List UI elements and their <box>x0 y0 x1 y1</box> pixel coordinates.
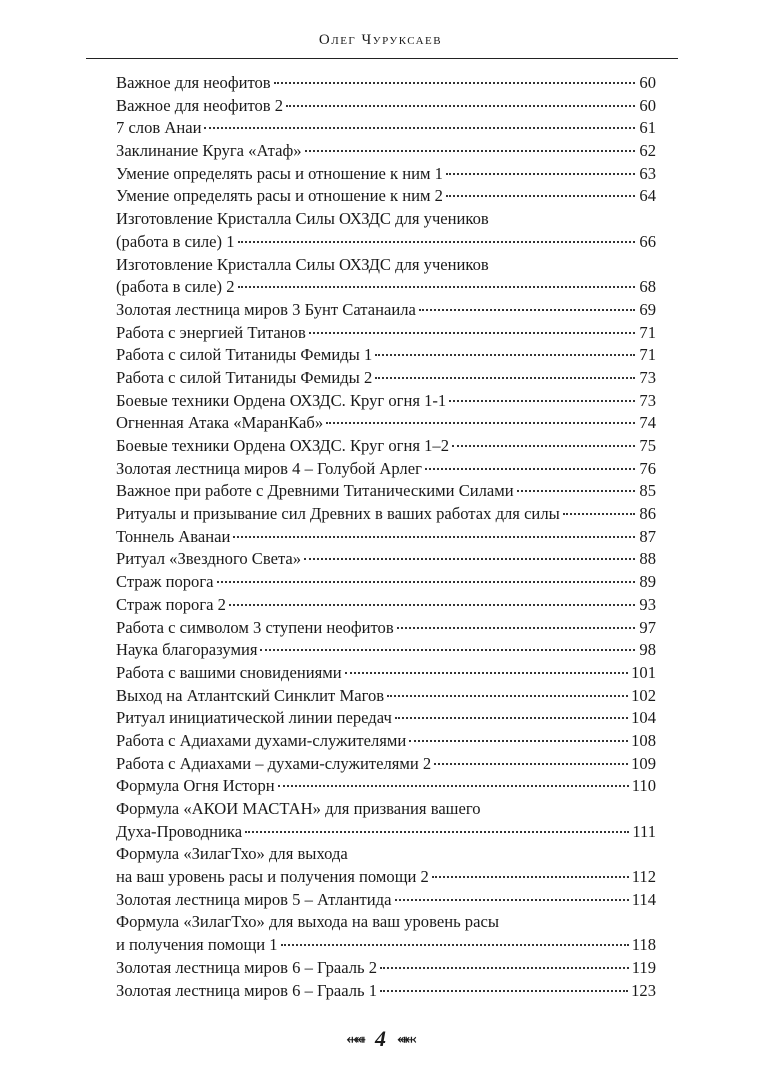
toc-entry-title: Формула «ЗилагТхо» для выхода на ваш уровень расы <box>116 912 499 932</box>
dot-leader <box>274 82 635 84</box>
toc-entry-title: Работа с Адиахами – духами-служителями 2 <box>116 753 432 773</box>
dot-leader <box>204 127 635 129</box>
toc-page-number: 74 <box>639 413 656 433</box>
dot-leader <box>432 876 629 878</box>
toc-page-number: 97 <box>639 617 656 637</box>
toc-line <box>116 276 656 299</box>
dot-leader <box>419 309 635 311</box>
dot-leader <box>345 672 629 674</box>
toc-entry-title: на ваш уровень расы и получения помощи 2 <box>116 867 429 887</box>
toc-page-number: 71 <box>639 322 656 342</box>
toc-page-number: 98 <box>639 640 656 660</box>
toc-entry-title: Умение определять расы и отношение к ним 2 <box>116 186 443 206</box>
toc-line <box>116 775 656 798</box>
toc-entry-title: и получения помощи 1 <box>116 935 278 955</box>
toc-page-number: 109 <box>631 753 656 773</box>
toc-entry-title: Золотая лестница миров 6 – Грааль 1 <box>116 980 378 1000</box>
toc-entry <box>116 322 656 345</box>
toc-entry <box>116 730 656 753</box>
dot-leader <box>229 604 635 606</box>
toc-entry-title: Изготовление Кристалла Силы ОХЗДС для учеников <box>116 254 489 274</box>
dot-leader <box>449 400 635 402</box>
toc-entry-title: Формула «АКОИ МАСТАН» для призвания вашего <box>116 799 481 818</box>
toc-entry-title: Важное при работе с Древними Титаническими Силами <box>116 481 514 501</box>
toc-page-number: 86 <box>639 504 656 524</box>
toc-entry <box>116 208 656 253</box>
toc-entry-title: Страж порога 2 <box>116 594 226 614</box>
toc-entry-title: Ритуалы и призывание сил Древних в ваших работах для силы <box>116 504 560 524</box>
dot-leader <box>375 377 635 379</box>
toc-line <box>116 798 656 821</box>
toc-entry-title: Духа-Проводника <box>116 821 243 841</box>
toc-line <box>116 911 656 934</box>
toc-line <box>116 617 656 640</box>
toc-page-number: 69 <box>639 299 656 319</box>
dot-leader <box>309 332 635 334</box>
dot-leader <box>375 354 635 356</box>
toc-entry <box>116 798 656 843</box>
toc-page-number: 73 <box>639 390 656 410</box>
toc-entry-title: Работа с вашими сновидениями <box>116 662 342 682</box>
toc-entry-title: Работа с силой Титаниды Фемиды 2 <box>116 367 373 387</box>
dot-leader <box>326 422 635 424</box>
toc-line <box>116 344 656 367</box>
toc-line <box>116 322 656 345</box>
toc-page-number: 102 <box>631 685 656 705</box>
dot-leader <box>245 831 629 833</box>
toc-entry-title: Огненная Атака «МаранКаб» <box>116 413 324 433</box>
toc-line <box>116 117 656 140</box>
toc-entry-title: Золотая лестница миров 5 – Атлантида <box>116 889 392 909</box>
toc-entry <box>116 957 656 980</box>
dot-leader <box>380 967 629 969</box>
toc-entry-title: Золотая лестница миров 3 Бунт Сатанаила <box>116 299 416 319</box>
toc-line <box>116 662 656 685</box>
toc-line <box>116 980 656 1003</box>
toc-line <box>116 231 656 254</box>
dot-leader <box>260 649 635 651</box>
toc-entry-title: Заклинание Круга «Атаф» <box>116 141 302 161</box>
toc-line <box>116 390 656 413</box>
toc-entry-title: Боевые техники Ордена ОХЗДС. Круг огня 1–2 <box>116 436 449 455</box>
toc-page-number: 71 <box>639 345 656 365</box>
dot-leader <box>380 990 628 992</box>
toc-page-number: 73 <box>639 367 656 387</box>
toc-page-number: 88 <box>639 549 656 569</box>
toc-entry-title: Тоннель Аванаи <box>116 526 231 546</box>
toc-line <box>116 571 656 594</box>
toc-page-number: 61 <box>639 118 656 138</box>
toc-line <box>116 753 656 776</box>
toc-entry <box>116 117 656 140</box>
dot-leader <box>278 785 629 787</box>
toc-line <box>116 526 656 549</box>
toc-entry-title: Золотая лестница миров 4 – Голубой Арлег <box>116 458 422 478</box>
dot-leader <box>409 740 628 742</box>
toc-line <box>116 934 656 957</box>
toc-line <box>116 185 656 208</box>
toc-entry <box>116 435 656 458</box>
toc-line <box>116 72 656 95</box>
toc-entry <box>116 571 656 594</box>
toc-line <box>116 594 656 617</box>
toc-entry-title: Работа с Адиахами духами-служителями <box>116 730 407 750</box>
toc-page-number: 76 <box>639 458 656 478</box>
toc-page-number: 66 <box>639 231 656 251</box>
toc-line <box>116 957 656 980</box>
toc-entry-title: Формула Огня Исторн <box>116 776 275 796</box>
toc-line <box>116 889 656 912</box>
toc-page-number: 68 <box>639 277 656 297</box>
toc-line <box>116 707 656 730</box>
toc-page-number: 85 <box>639 481 656 501</box>
dot-leader <box>517 490 635 492</box>
toc-line <box>116 140 656 163</box>
toc-entry-title: Важное для неофитов <box>116 73 271 92</box>
dot-leader <box>395 899 629 901</box>
toc-entry <box>116 753 656 776</box>
dot-leader <box>452 445 635 447</box>
toc-page-number: 89 <box>639 572 656 592</box>
toc-entry-title: Золотая лестница миров 6 – Грааль 2 <box>116 957 378 977</box>
toc-page-number: 119 <box>631 957 656 977</box>
dot-leader <box>233 536 635 538</box>
dot-leader <box>387 695 628 697</box>
toc-entry <box>116 594 656 617</box>
toc-entry-title: (работа в силе) 2 <box>116 277 235 297</box>
toc-entry <box>116 662 656 685</box>
toc-entry <box>116 707 656 730</box>
toc-line <box>116 163 656 186</box>
toc-line <box>116 95 656 118</box>
toc-page-number: 118 <box>631 935 656 955</box>
toc-entry <box>116 548 656 571</box>
toc-page-number: 111 <box>632 821 656 841</box>
header-rule <box>86 58 678 59</box>
toc-entry-title: (работа в силе) 1 <box>116 231 235 251</box>
toc-entry <box>116 390 656 413</box>
toc-entry <box>116 685 656 708</box>
page-number: 4 <box>375 1025 386 1051</box>
toc-entry <box>116 412 656 435</box>
table-of-contents <box>116 72 656 1002</box>
toc-entry-title: Боевые техники Ордена ОХЗДС. Круг огня 1-1 <box>116 390 447 410</box>
dot-leader <box>434 763 628 765</box>
toc-page-number: 60 <box>639 95 656 115</box>
dot-leader <box>563 513 635 515</box>
toc-line <box>116 480 656 503</box>
toc-entry-title: Формула «ЗилагТхо» для выхода <box>116 844 348 864</box>
toc-entry-title: Страж порога <box>116 572 214 592</box>
toc-entry <box>116 775 656 798</box>
toc-page-number: 64 <box>639 186 656 206</box>
toc-page-number: 110 <box>631 776 656 796</box>
toc-entry <box>116 503 656 526</box>
toc-entry <box>116 980 656 1003</box>
toc-entry <box>116 843 656 888</box>
toc-line <box>116 435 656 458</box>
toc-line <box>116 458 656 481</box>
toc-entry <box>116 344 656 367</box>
running-head: Олег Чуруксаев <box>318 32 443 48</box>
toc-page-number: 112 <box>631 867 656 887</box>
dot-leader <box>238 241 635 243</box>
toc-entry <box>116 617 656 640</box>
toc-page-number: 101 <box>631 662 656 682</box>
toc-line <box>116 730 656 753</box>
toc-entry <box>116 367 656 390</box>
toc-line <box>116 367 656 390</box>
toc-line <box>116 208 656 231</box>
toc-line <box>116 685 656 708</box>
toc-entry-title: 7 слов Анаи <box>116 118 202 138</box>
toc-entry <box>116 458 656 481</box>
dot-leader <box>446 173 635 175</box>
toc-entry-title: Ритуал «Звездного Света» <box>116 549 302 569</box>
toc-page-number: 87 <box>639 526 656 546</box>
toc-entry <box>116 889 656 912</box>
toc-entry <box>116 299 656 322</box>
toc-page-number: 114 <box>631 889 656 909</box>
toc-line <box>116 866 656 889</box>
toc-entry-title: Важное для неофитов 2 <box>116 95 284 115</box>
toc-entry <box>116 911 656 956</box>
page-footer <box>0 1024 761 1052</box>
toc-line <box>116 548 656 571</box>
toc-entry-title: Умение определять расы и отношение к ним 1 <box>116 163 443 183</box>
toc-entry-title: Наука благоразумия <box>116 640 258 660</box>
toc-entry-title: Ритуал инициатической линии передач <box>116 708 392 728</box>
toc-entry <box>116 140 656 163</box>
toc-line <box>116 843 656 866</box>
dot-leader <box>305 150 635 152</box>
toc-entry <box>116 639 656 662</box>
toc-page-number: 93 <box>639 594 656 614</box>
toc-entry <box>116 163 656 186</box>
dot-leader <box>304 558 635 560</box>
toc-entry-title: Выход на Атлантский Синклит Магов <box>116 685 385 705</box>
toc-line <box>116 299 656 322</box>
toc-entry <box>116 254 656 299</box>
toc-entry-title: Работа с силой Титаниды Фемиды 1 <box>116 345 373 365</box>
dot-leader <box>397 627 635 629</box>
toc-line <box>116 639 656 662</box>
toc-entry-title: Работа с энергией Титанов <box>116 322 306 342</box>
toc-page-number: 123 <box>631 980 656 1000</box>
dot-leader <box>238 286 635 288</box>
toc-line <box>116 503 656 526</box>
toc-entry-title: Работа с символом 3 ступени неофитов <box>116 617 394 637</box>
toc-page-number: 104 <box>631 708 656 728</box>
ornament-left-icon: ⬹⬵ <box>346 1030 364 1046</box>
toc-entry <box>116 185 656 208</box>
toc-page-number: 75 <box>639 436 656 455</box>
toc-line <box>116 412 656 435</box>
toc-entry <box>116 480 656 503</box>
toc-page-number: 108 <box>631 730 656 750</box>
toc-entry <box>116 95 656 118</box>
toc-page-number: 60 <box>639 73 656 92</box>
toc-page-number: 62 <box>639 141 656 161</box>
toc-entry-title: Изготовление Кристалла Силы ОХЗДС для учеников <box>116 209 489 229</box>
ornament-right-icon: ⬵⬹ <box>397 1030 415 1046</box>
dot-leader <box>217 581 635 583</box>
toc-line <box>116 821 656 844</box>
toc-page-number: 63 <box>639 163 656 183</box>
dot-leader <box>286 105 635 107</box>
toc-entry <box>116 72 656 95</box>
toc-line <box>116 254 656 277</box>
dot-leader <box>446 195 635 197</box>
toc-entry <box>116 526 656 549</box>
dot-leader <box>281 944 629 946</box>
dot-leader <box>425 468 635 470</box>
dot-leader <box>395 717 628 719</box>
